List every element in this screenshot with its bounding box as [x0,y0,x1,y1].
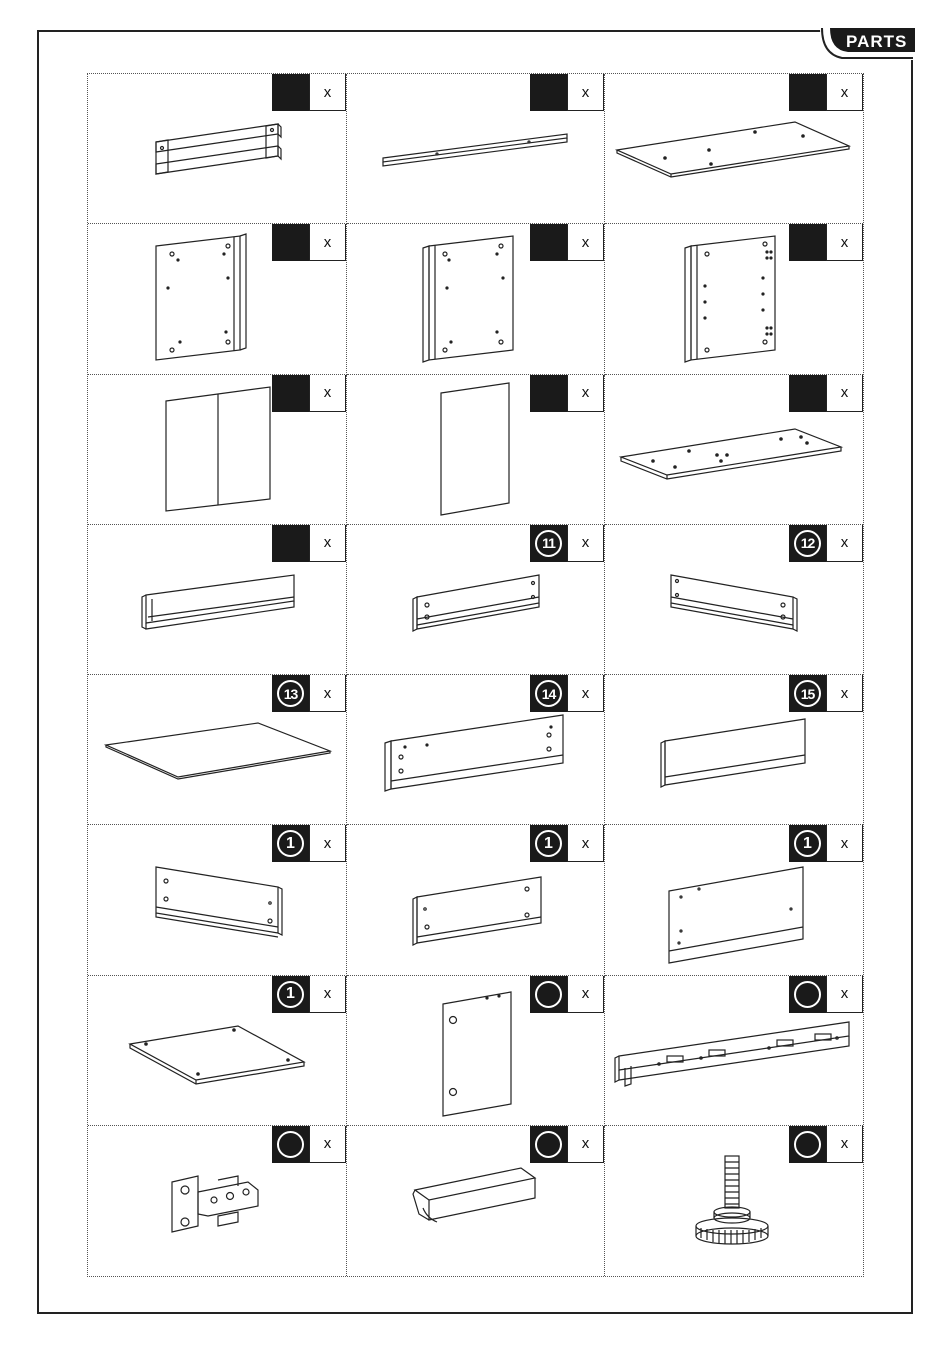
part-number-box [530,375,567,412]
part-cell [88,825,347,975]
quantity-label: x [826,825,863,862]
quantity-label: x [567,224,604,261]
part-badge [789,224,863,261]
part-number: 1 [277,830,304,857]
part-badge [789,675,863,712]
part-number: 12 [794,530,821,557]
part-number-box [530,525,567,562]
part-number-box [530,976,567,1013]
part-cell [88,224,347,374]
quantity-label: x [309,1126,346,1163]
quantity-label: x [567,675,604,712]
part-number-box [272,1126,309,1163]
part-number-box [789,675,826,712]
part-badge [789,375,863,412]
part-number: 13 [277,680,304,707]
part-cell [347,525,605,675]
quantity-label: x [309,976,346,1013]
part-cell [605,224,863,374]
part-badge [789,74,863,111]
part-number-box [272,525,309,562]
part-badge [272,675,346,712]
part-cell [605,675,863,825]
part-badge [789,525,863,562]
part-number: 1 [277,981,304,1008]
part-cell [88,1126,347,1276]
part-number-box [789,224,826,261]
quantity-label: x [567,976,604,1013]
part-badge [272,525,346,562]
part-cell [347,825,605,975]
part-cell [88,675,347,825]
part-number-box [530,224,567,261]
part-cell [88,375,347,525]
part-number [277,1131,304,1158]
quantity-label: x [826,74,863,111]
part-number-box [789,375,826,412]
part-number-box [272,224,309,261]
quantity-label: x [826,976,863,1013]
part-cell [347,675,605,825]
part-number-box [789,976,826,1013]
part-badge [789,976,863,1013]
part-number: 1 [794,830,821,857]
part-number: 14 [535,680,562,707]
quantity-label: x [567,825,604,862]
part-badge [530,224,604,261]
part-cell [347,224,605,374]
part-number-box [272,74,309,111]
quantity-label: x [567,74,604,111]
part-badge [272,224,346,261]
part-badge [530,74,604,111]
parts-tab-label: PARTS [846,32,908,51]
part-number-box [530,74,567,111]
part-number: 11 [535,530,562,557]
part-cell [347,1126,605,1276]
part-number [535,981,562,1008]
part-number [535,1131,562,1158]
part-cell [605,976,863,1126]
quantity-label: x [309,675,346,712]
quantity-label: x [309,74,346,111]
quantity-label: x [567,525,604,562]
part-number [794,981,821,1008]
part-cell [605,74,863,224]
part-cell [88,525,347,675]
quantity-label: x [826,224,863,261]
part-badge [272,1126,346,1163]
quantity-label: x [826,1126,863,1163]
quantity-label: x [309,224,346,261]
quantity-label: x [309,375,346,412]
part-badge [530,825,604,862]
part-number-box [789,74,826,111]
part-number-box [530,1126,567,1163]
quantity-label: x [826,525,863,562]
part-badge [272,375,346,412]
part-number-box [789,825,826,862]
part-badge [530,1126,604,1163]
part-badge [530,675,604,712]
part-cell [347,976,605,1126]
quantity-label: x [567,1126,604,1163]
part-cell [88,74,347,224]
part-badge [789,825,863,862]
part-badge [530,976,604,1013]
part-cell [88,976,347,1126]
part-number-box [530,825,567,862]
part-number-box [530,675,567,712]
part-badge [530,375,604,412]
part-cell [347,375,605,525]
part-number-box [272,976,309,1013]
part-badge [272,825,346,862]
part-badge [272,976,346,1013]
part-number-box [272,825,309,862]
quantity-label: x [309,525,346,562]
part-cell [605,825,863,975]
part-badge [530,525,604,562]
part-cell [347,74,605,224]
part-number [794,1131,821,1158]
part-number: 15 [794,680,821,707]
part-badge [272,74,346,111]
part-number-box [789,1126,826,1163]
part-cell [605,525,863,675]
part-number-box [272,675,309,712]
parts-grid [87,73,864,1277]
part-badge [789,1126,863,1163]
part-number-box [272,375,309,412]
quantity-label: x [826,375,863,412]
quantity-label: x [309,825,346,862]
quantity-label: x [826,675,863,712]
part-cell [605,1126,863,1276]
part-cell [605,375,863,525]
quantity-label: x [567,375,604,412]
part-number: 1 [535,830,562,857]
part-number-box [789,525,826,562]
